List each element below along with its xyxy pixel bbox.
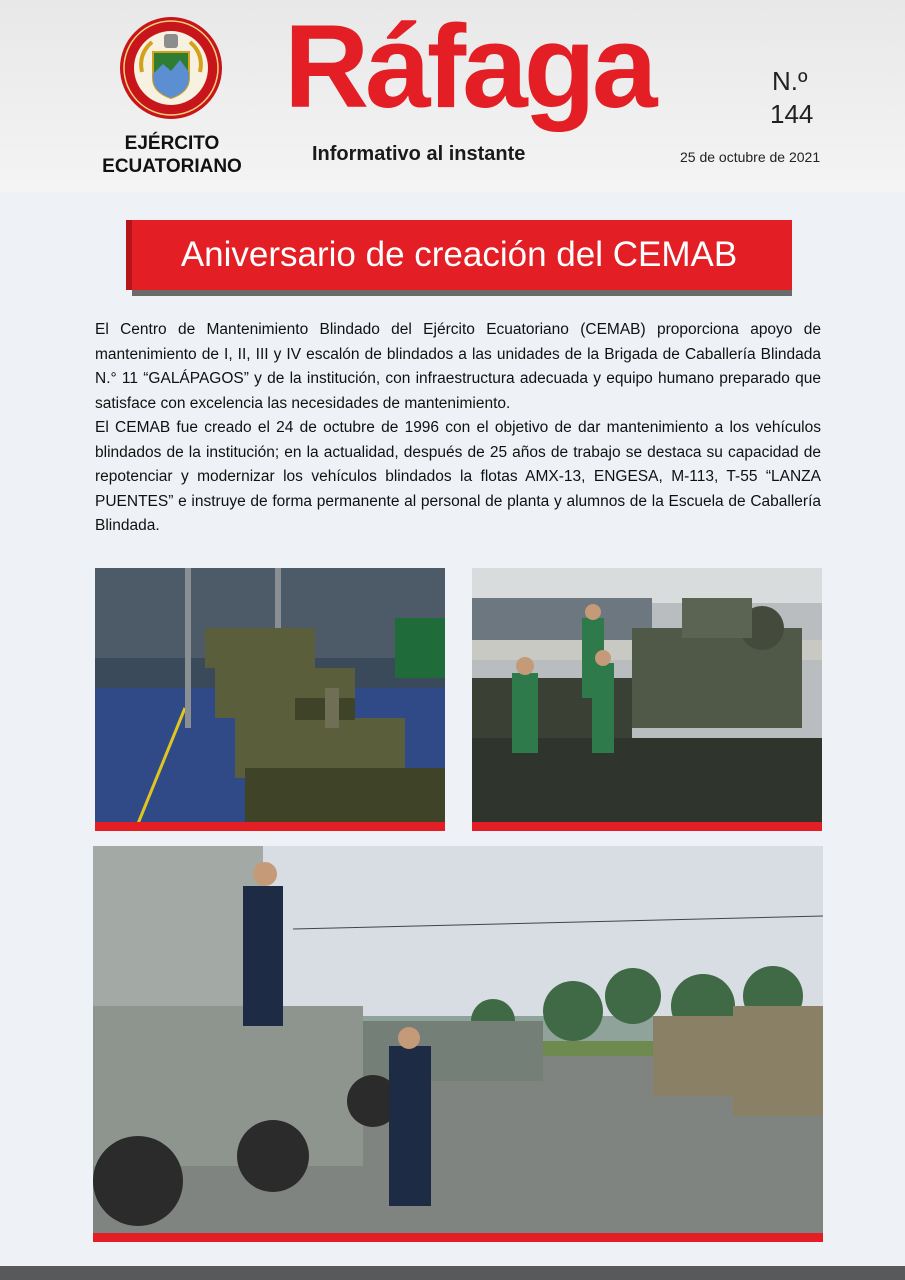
issue-number: 144: [770, 99, 814, 129]
article-body: [95, 318, 821, 539]
organization-line-1: EJÉRCITO: [124, 133, 220, 154]
publication-tagline: Informativo al instante: [312, 143, 526, 165]
article-title: Aniversario de creación del CEMAB: [126, 220, 792, 290]
workshop-photo-icon: [95, 568, 445, 831]
army-emblem-icon: [118, 14, 224, 122]
article-paragraph-1: El Centro de Mantenimiento Blindado del Ejército Ecuatoriano (CEMAB) proporciona apoyo de mantenimiento de I, II, III y IV escalón de blindados a las unidades de la Brigada de Caballería Blindada N.° 11 “GALÁPAGOS” y de la institución, con infraestructura adecuada y equipo humano preparado que satisface con excelencia las necesidades de mantenimiento.: [95, 321, 821, 412]
photo-vehicle-inspection: [93, 846, 823, 1242]
photo-workshop-interior: [95, 568, 445, 831]
article-paragraph-2: El CEMAB fue creado el 24 de octubre de 1996 con el objetivo de dar mantenimiento a los vehículos blindados de la institución; en la actualidad, después de 25 años de trabajo se destaca su capacidad de repotenciar y modernizar los vehículos blindados la flotas AMX-13, ENGESA, M-113, T-55 “LANZA PUENTES” e instruye de forma permanente al personal de planta y alumnos de la Escuela de Caballería Blindada.: [95, 419, 821, 534]
publication-title: Ráfaga: [284, 1, 654, 133]
photo-accent-bar: [93, 1233, 823, 1242]
issue-date: 25 de octubre de 2021: [680, 149, 821, 165]
photo-tank-maintenance: [472, 568, 822, 831]
organization-line-2: ECUATORIANO: [102, 156, 242, 177]
organization-name: [72, 132, 272, 178]
tank-photo-icon: [472, 568, 822, 831]
masthead: [0, 0, 905, 192]
footer-strip: [0, 1266, 905, 1280]
photo-accent-bar: [472, 822, 822, 831]
issue-label: N.º: [772, 66, 808, 96]
armored-vehicles-photo-icon: [93, 846, 823, 1242]
photo-accent-bar: [95, 822, 445, 831]
